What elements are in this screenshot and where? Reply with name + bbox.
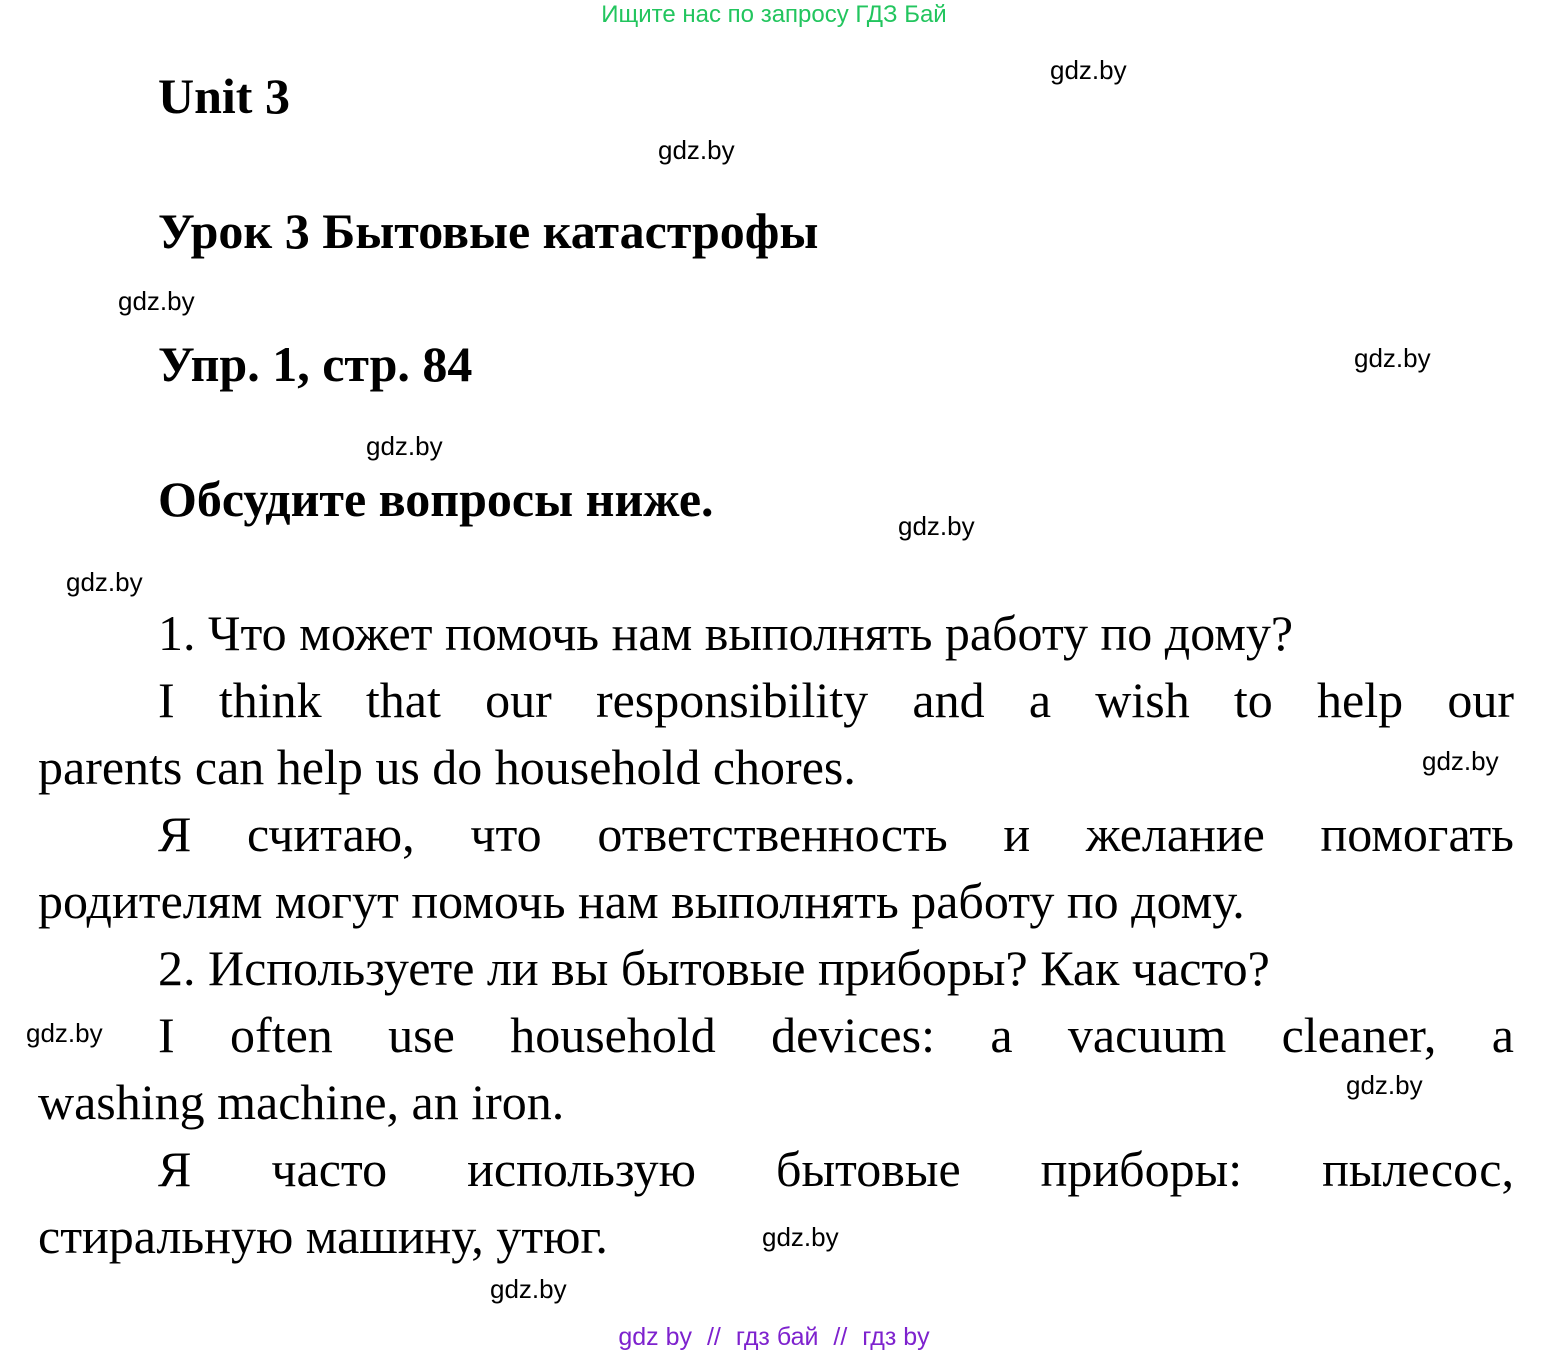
watermark: gdz.by — [762, 1222, 839, 1252]
answer-1-en-line-1: I think that our responsibility and a wish to help our — [158, 672, 1514, 728]
watermark: gdz.by — [1422, 746, 1499, 776]
answer-2-ru-line-2: стиральную машину, утюг. — [38, 1208, 608, 1264]
watermark: gdz.by — [66, 567, 143, 597]
lesson-title: Урок 3 Бытовые катастрофы — [158, 203, 819, 259]
watermark: gdz.by — [118, 286, 195, 316]
footer-separator: // — [706, 1323, 721, 1351]
watermark: gdz.by — [26, 1018, 103, 1048]
watermark: gdz.by — [658, 135, 735, 165]
exercise-title: Упр. 1, стр. 84 — [158, 336, 473, 392]
banner-text: Ищите нас по запросу ГДЗ Бай — [601, 1, 947, 28]
answer-2-en-line-2: washing machine, an iron. — [38, 1074, 565, 1130]
watermark: gdz.by — [1050, 55, 1127, 85]
unit-title: Unit 3 — [158, 68, 290, 124]
footer-links — [0, 1322, 1548, 1352]
answer-2-ru-line-1: Я часто использую бытовые приборы: пылесос, — [158, 1141, 1514, 1197]
footer-link-gdz-by[interactable]: gdz by — [618, 1323, 693, 1351]
footer-separator: // — [833, 1323, 848, 1351]
watermark: gdz.by — [490, 1274, 567, 1304]
footer-link-gdz-bai[interactable]: гдз бай — [735, 1323, 819, 1351]
watermark: gdz.by — [366, 431, 443, 461]
answer-1-ru-line-2: родителям могут помочь нам выполнять работу по дому. — [38, 873, 1245, 929]
task-title: Обсудите вопросы ниже. — [158, 471, 714, 527]
watermark: gdz.by — [1354, 343, 1431, 373]
question-2: 2. Используете ли вы бытовые приборы? Как часто? — [158, 940, 1270, 996]
answer-1-en-line-2: parents can help us do household chores. — [38, 739, 856, 795]
watermark: gdz.by — [898, 511, 975, 541]
answer-1-ru-line-1: Я считаю, что ответственность и желание помогать — [158, 806, 1514, 862]
top-banner — [0, 0, 1548, 30]
footer-link-gdz-by-ru[interactable]: гдз by — [862, 1323, 930, 1351]
question-1: 1. Что может помочь нам выполнять работу по дому? — [158, 605, 1294, 661]
answer-2-en-line-1: I often use household devices: a vacuum cleaner, a — [158, 1007, 1514, 1063]
watermark: gdz.by — [1346, 1070, 1423, 1100]
